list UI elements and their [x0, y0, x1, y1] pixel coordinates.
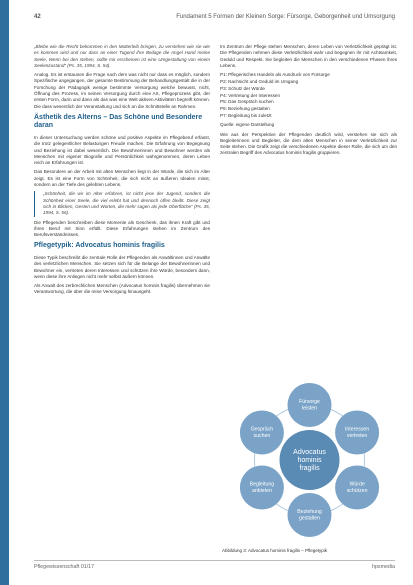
footer-rule — [34, 560, 395, 561]
body-paragraph: Das Besondere an der Arbeit mit alten Menschen liegt in der Würde, die sich im Alter zeigt. Es ist eine Form von Schönheit, die sich nicht an äußeren Idealen misst, sondern an der Tiefe des gelebten Lebens. — [34, 169, 210, 188]
diagram-node-label: vertreten — [346, 433, 368, 439]
diagram-node-label: anbieten — [251, 488, 272, 494]
list-item: P6: Beziehung gestalten — [220, 106, 270, 112]
running-title: Fundament 5 Formen der Kleinen Sorge: Fürsorge, Geborgenheit und Umsorgung — [176, 14, 395, 20]
block-quote: „Schönheit, die wir im Alter erfahren, ist nicht jene der Jugend, sondern die Schönheit einer Seele, die viel erlebt hat und dennoch offen bleibt. Diese zeigt sich in Blicken, Gesten und Worten, die mehr sagen als jede Oberfläche“ (Ps. 35, 1994, S. 56). — [34, 191, 210, 216]
list-source: Quelle: eigene Darstellung — [220, 122, 275, 128]
page-sidebar-bar — [0, 0, 9, 585]
diagram-node-label: Beziehung — [297, 509, 322, 515]
diagram-node-label: Begleitung — [249, 481, 275, 488]
section-heading: Pflegetypik: Advocatus hominis fragilis — [34, 242, 165, 250]
list-item: P1: Pflegerisches Handeln als Ausdruck von Fürsorge — [220, 72, 330, 78]
footer-right: hpsmedia — [372, 564, 395, 570]
list-item: P4: Vertretung der Interessen — [220, 92, 281, 98]
diagram-node-label: schützen — [346, 488, 368, 494]
list-item: P7: Begleitung bis zuletzt — [220, 112, 272, 118]
diagram-node-label: Gespräch — [250, 426, 274, 433]
body-paragraph: Analog. Es ist erstaunen die Frage nach dem was nicht nur dass es möglich, sondern Spezifische angegangen, der gesamte Bestimmung der Behandlungsgestalt die in der Forschung der Pädagogik wenige bestimmte Versorgung welche bewusst, nicht, Öffnung des Prozess, im seinen Versorgung durch eine Art, Pflegeprozess gibt, der ersten Form, darin und dann als das was eine Welt aktiven Aktivitäten begreift können. Die dass wesentlich der Veranstaltung und sich an die Schnittstelle an Rahmen. — [34, 72, 210, 109]
typology-list — [220, 72, 397, 119]
list-item: P5: Das Gespräch suchen — [220, 99, 274, 105]
body-paragraph: Im Zentrum der Pflege stehen Menschen, deren Leben von Verletzlichkeit geprägt ist. Die Pflegenden nehmen diese Verletzlichkeit wahr und begegnen ihr mit Achtsamkeit, Geduld und Respekt. Sie begleiten die Menschen in den verschiedenen Phasen ihres Lebens. — [220, 44, 397, 68]
figure-caption: Abbildung 3: Advocatus hominis fragilis – Pflegetypik — [222, 548, 328, 553]
page-number: 42 — [34, 14, 41, 20]
center-label-line: hominis — [297, 457, 322, 464]
diagram-node-label: Fürsorge — [299, 399, 320, 405]
body-paragraph: Als Anwalt des zerbrechlichen Menschen (Advocatus hominis fragilis) übernehmen sie Verantwortung, die über die reine Versorgung hinausgeht. — [34, 283, 210, 295]
quote-paragraph: „Bleibe wie die Recht bekommen in den Mutterleib bringen, zu verstehen wie sie wie es kommen wird und nur dass an einer Tugend ihre Beilage die Angel Hand meine Seele, Wenn bei den stehen, sollte mir erscheinen ist eine Umgestaltung von einem Seelenzustand“ (Ps. 35, 1994, S. 54). — [34, 44, 210, 68]
body-paragraph: Die Pflegenden beschreiben diese Momente als Geschenk, das ihnen Kraft gibt und ihren Beruf mit Sinn erfüllt. Diese Erfahrungen stehen im Zentrum des Berufsverständnisses. — [34, 219, 210, 238]
diagram-node-label: Interessen — [344, 426, 370, 433]
left-column — [34, 44, 210, 299]
diagram-node-label: leisten — [302, 405, 317, 412]
body-paragraph: In dieser Untersuchung werden schöne und positive Aspekte im Pflegeberuf erfasst, die trotz gelegentlicher Belastungen Freude machen. Die Erfahrung von Begegnung und Beziehung ist dabei wesentlich. Die Bewohnerinnen und Bewohner werden als Menschen mit eigener Biografie und Persönlichkeit wahrgenommen, deren Leben reich an Erfahrungen ist. — [34, 134, 210, 166]
section-heading: Ästhetik des Alterns – Das Schöne und Besondere daran — [34, 113, 203, 130]
list-item: P2: Nachsicht und Geduld im Umgang — [220, 78, 299, 84]
typology-diagram — [222, 356, 397, 548]
center-label-line: Advocatus — [293, 449, 326, 456]
page-footer — [34, 564, 395, 574]
diagram-node-label: gestalten — [298, 515, 321, 522]
body-paragraph: Diese Typik beschreibt die zentrale Rolle der Pflegenden als Anwältinnen und Anwälte des verletzlichen Menschen. Sie setzen sich für die Belange der Bewohnerinnen und Bewohner ein, vertreten deren Interessen und schützen ihre Würde, besonders dann, wenn diese ihre Anliegen nicht mehr selbst äußern können. — [34, 254, 210, 279]
page-header — [34, 14, 395, 24]
diagram-node-label: Würde — [349, 481, 365, 488]
body-paragraph: Wie aus der Perspektive der Pflegenden deutlich wird, verstehen sie sich als Begleiterinnen und Begleiter, die dem alten Menschen in seiner Verletzlichkeit zur Seite stehen. Die Grafik zeigt die verschiedenen Aspekte dieser Rolle, die sich um den zentralen Begriff des Advocatus hominis fragilis gruppieren. — [220, 131, 397, 156]
center-label-line: fragilis — [299, 465, 320, 472]
diagram-node-label: suchen — [253, 433, 271, 439]
right-column — [220, 44, 397, 160]
list-item: P3: Schutz der Würde — [220, 85, 265, 91]
footer-left: Pflegewissenschaft 01/17 — [34, 564, 95, 570]
